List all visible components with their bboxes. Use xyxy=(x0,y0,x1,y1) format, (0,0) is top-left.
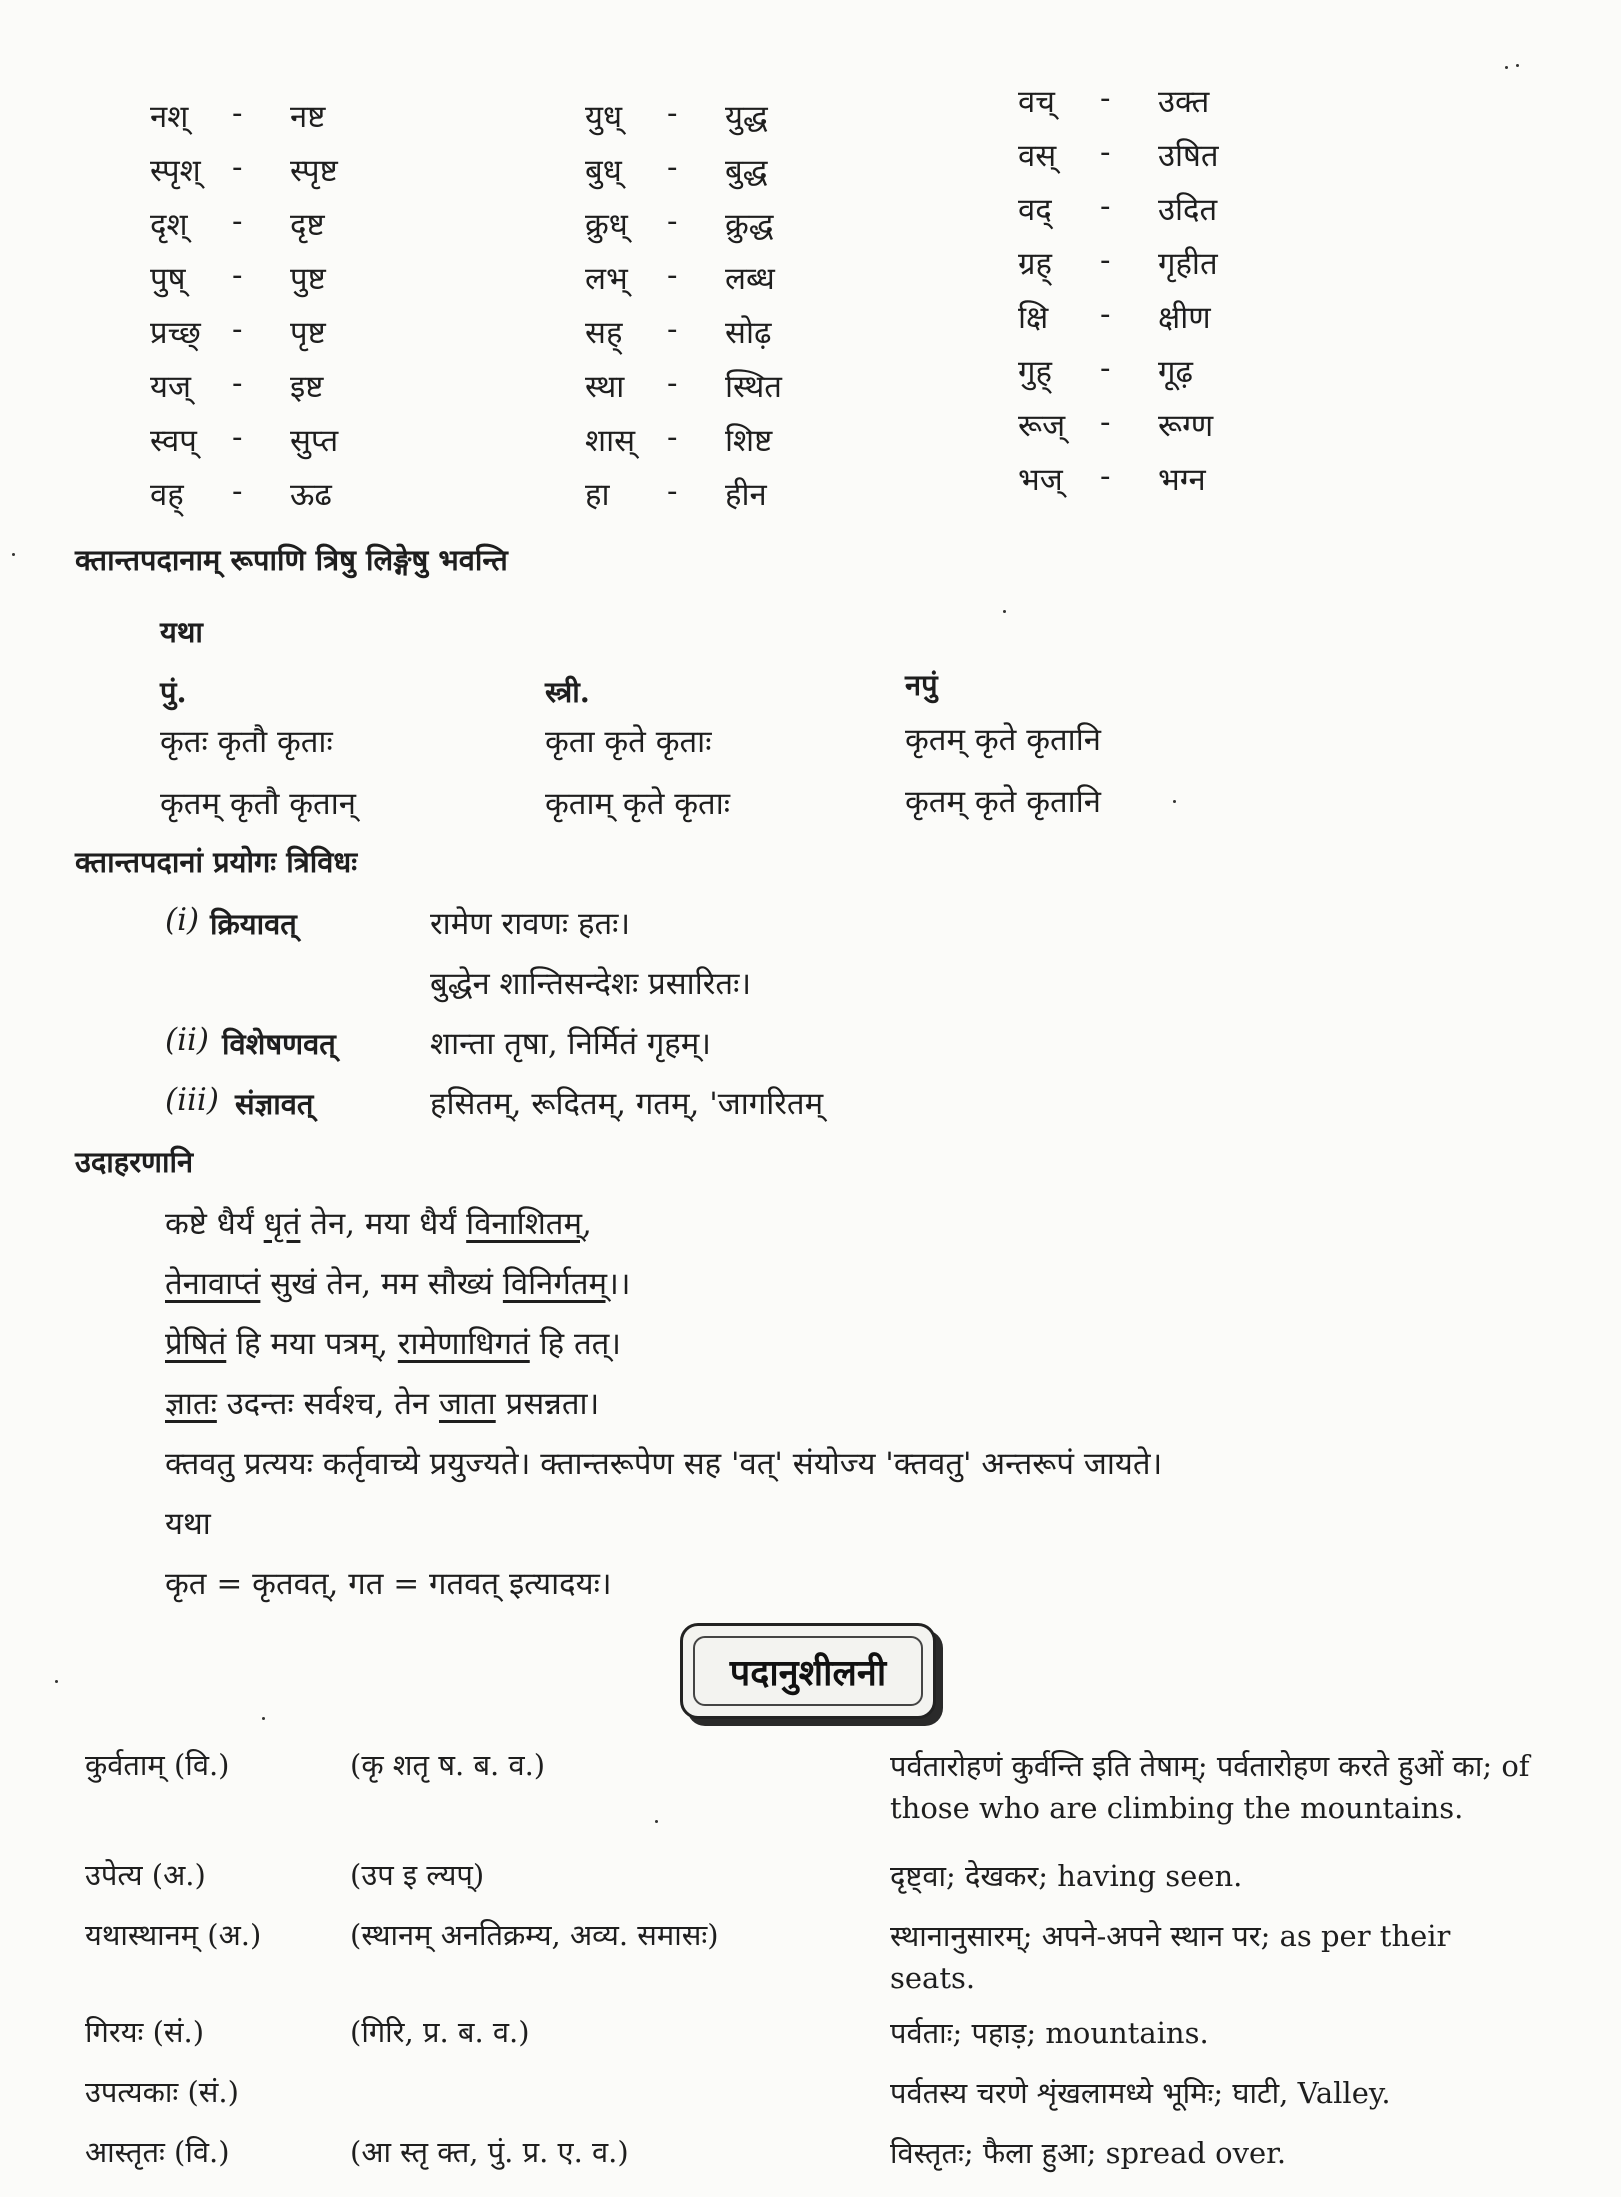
verb-row xyxy=(150,365,450,419)
verb-row xyxy=(585,419,885,473)
verb-column-2 xyxy=(585,95,885,527)
verb-row xyxy=(585,473,885,527)
example-3-part-d: हि तत्। xyxy=(529,1326,622,1362)
past-participle: पुष्ट xyxy=(290,261,326,297)
verb-row xyxy=(150,311,450,365)
verb-dash: - xyxy=(1100,404,1111,440)
example-1-comma: , xyxy=(582,1206,592,1242)
past-participle: क्षीण xyxy=(1158,300,1211,336)
verb-root: सह् xyxy=(585,315,623,351)
verb-root: पुष् xyxy=(150,261,186,297)
verb-dash: - xyxy=(1100,296,1111,332)
verb-root: नश् xyxy=(150,99,189,135)
past-participle: गृहीत xyxy=(1158,246,1218,282)
verb-dash: - xyxy=(232,149,243,185)
example-4-underlined-b: जाता xyxy=(438,1386,496,1422)
example-line-3 xyxy=(165,1322,621,1364)
verb-row xyxy=(150,257,450,311)
verb-row xyxy=(1018,458,1318,512)
glossary-term: यथास्थानम् (अ.) xyxy=(85,1918,262,1952)
scan-speck xyxy=(1173,800,1176,803)
scan-speck xyxy=(1003,610,1006,613)
verb-root: शास् xyxy=(585,423,636,459)
glossary-meaning: पर्वतस्य चरणे शृंखलामध्ये भूमिः; घाटी, Valley. xyxy=(890,2076,1391,2110)
verb-dash: - xyxy=(667,473,678,509)
usage-2-label: विशेषणवत् xyxy=(222,1027,336,1061)
verb-root: वह् xyxy=(150,477,184,513)
verb-root: यज् xyxy=(150,369,191,405)
usage-2-num: (ii) xyxy=(165,1022,210,1058)
past-participle: उक्त xyxy=(1158,84,1210,120)
glossary-term: कुर्वताम् (वि.) xyxy=(85,1748,230,1782)
yatha-label-1: यथा xyxy=(160,615,203,649)
glossary-meaning: पर्वताः; पहाड़; mountains. xyxy=(890,2016,1209,2050)
verb-column-1 xyxy=(150,95,450,527)
past-participle: दृष्ट xyxy=(290,207,325,243)
usage-3-line-1: हसितम्, रूदितम्, गतम्, 'जागरितम् xyxy=(430,1086,824,1122)
verb-dash: - xyxy=(1100,242,1111,278)
glossary-grammar: (कृ शतृ ष. ब. व.) xyxy=(350,1748,546,1782)
glossary-term: गिरयः (सं.) xyxy=(85,2015,205,2049)
verb-row xyxy=(585,257,885,311)
example-line-2 xyxy=(165,1262,631,1304)
usage-2-line-1: शान्ता तृषा, निर्मितं गृहम्। xyxy=(430,1026,712,1062)
verb-root: स्पृश् xyxy=(150,153,201,189)
usage-3-label: संज्ञावत् xyxy=(235,1087,314,1121)
verb-dash: - xyxy=(232,473,243,509)
verb-row xyxy=(1018,296,1318,350)
verb-row xyxy=(150,419,450,473)
past-participle: ऊढ xyxy=(290,477,332,513)
example-1-part-a: कष्टे धैर्यं xyxy=(165,1206,264,1242)
usage-1-line-1: रामेण रावणः हतः। xyxy=(430,906,631,942)
verb-dash: - xyxy=(667,419,678,455)
verb-root: स्वप् xyxy=(150,423,197,459)
heading-examples: उदाहरणानि xyxy=(75,1145,194,1179)
verb-dash: - xyxy=(1100,134,1111,170)
past-participle: लब्ध xyxy=(725,261,775,297)
verb-row xyxy=(1018,134,1318,188)
example-3-underlined-a: प्रेषितं xyxy=(165,1326,227,1362)
past-participle: स्थित xyxy=(725,369,782,405)
glossary-term: उपत्यकाः (सं.) xyxy=(85,2075,239,2109)
gender-fem-label: स्त्री. xyxy=(545,675,590,709)
verb-row xyxy=(585,149,885,203)
verb-row xyxy=(1018,404,1318,458)
verb-dash: - xyxy=(667,149,678,185)
verb-dash: - xyxy=(667,203,678,239)
glossary-term: आस्तृतः (वि.) xyxy=(85,2135,230,2169)
glossary-meaning: विस्तृतः; फैला हुआ; spread over. xyxy=(890,2136,1287,2170)
verb-column-3 xyxy=(1018,80,1318,512)
verb-dash: - xyxy=(667,311,678,347)
verb-root: बुध् xyxy=(585,153,622,189)
glossary-meaning: पर्वतारोहणं कुर्वन्ति इति तेषाम्; पर्वतारोहण करते हुओं का; of those who are climbing the mountains. xyxy=(890,1749,1530,1826)
glossary-grammar: (स्थानम् अनतिक्रम्य, अव्य. समासः) xyxy=(350,1918,719,1952)
verb-dash: - xyxy=(232,311,243,347)
past-participle: नष्ट xyxy=(290,99,326,135)
past-participle: सोढ़ xyxy=(725,315,772,351)
usage-1-num: (i) xyxy=(165,902,200,938)
verb-root: लभ् xyxy=(585,261,628,297)
glossary-meaning: दृष्ट्वा; देखकर; having seen. xyxy=(890,1859,1243,1893)
verb-root: दृश् xyxy=(150,207,188,243)
scan-speck xyxy=(12,553,15,556)
verb-root: रूज् xyxy=(1018,408,1066,444)
kritavat-example: कृत = कृतवत्, गत = गतवत् इत्यादयः। xyxy=(165,1566,612,1602)
gender-masc-label: पुं. xyxy=(160,675,187,709)
past-participle: गूढ़ xyxy=(1158,354,1193,390)
verb-row xyxy=(150,203,450,257)
example-line-1 xyxy=(165,1202,592,1244)
glossary-term: उपेत्य (अ.) xyxy=(85,1858,206,1892)
verb-root: क्षि xyxy=(1018,300,1049,336)
example-3-underlined-b: रामेणाधिगतं xyxy=(397,1326,530,1362)
verb-row xyxy=(150,149,450,203)
verb-dash: - xyxy=(232,203,243,239)
verb-dash: - xyxy=(667,95,678,131)
verb-root: क्रुध् xyxy=(585,207,628,243)
verb-dash: - xyxy=(667,365,678,401)
example-2-part-d: ।। xyxy=(607,1266,631,1302)
past-participle: युद्ध xyxy=(725,99,768,135)
verb-dash: - xyxy=(1100,458,1111,494)
glossary-grammar: (गिरि, प्र. ब. व.) xyxy=(350,2015,530,2049)
past-participle: पृष्ट xyxy=(290,315,326,351)
past-participle: क्रुद्ध xyxy=(725,207,774,243)
example-2-part-b: सुखं तेन, मम सौख्यं xyxy=(260,1266,503,1302)
verb-row xyxy=(585,95,885,149)
example-4-part-d: प्रसन्नता। xyxy=(495,1386,600,1422)
verb-root: वस् xyxy=(1018,138,1057,174)
verb-row xyxy=(150,95,450,149)
heading-gender-forms: क्तान्तपदानाम् रूपाणि त्रिषु लिङ्गेषु भवन्ति xyxy=(75,543,508,577)
heading-usage: क्तान्तपदानां प्रयोगः त्रिविधः xyxy=(75,845,358,879)
scan-speck xyxy=(55,1680,58,1683)
past-participle: इष्ट xyxy=(290,369,324,405)
masc-forms-2: कृतम् कृतौ कृतान् xyxy=(160,786,356,822)
section-badge-label: पदानुशीलनी xyxy=(729,1651,887,1694)
verb-root: वद् xyxy=(1018,192,1052,228)
verb-row xyxy=(150,473,450,527)
verb-dash: - xyxy=(1100,188,1111,224)
verb-root: प्रच्छ् xyxy=(150,315,201,351)
fem-forms-1: कृता कृते कृताः xyxy=(545,724,712,760)
verb-dash: - xyxy=(1100,80,1111,116)
verb-row xyxy=(1018,188,1318,242)
ktavatu-rule: क्तवतु प्रत्ययः कर्तृवाच्ये प्रयुज्यते। क्तान्तरूपेण सह 'वत्' संयोज्य 'क्तवतु' अन्तरूपं जायते। xyxy=(165,1446,1163,1482)
yatha-label-2: यथा xyxy=(165,1506,211,1542)
verb-root: ग्रह् xyxy=(1018,246,1052,282)
past-participle: सुप्त xyxy=(290,423,339,459)
verb-dash: - xyxy=(1100,350,1111,386)
past-participle: हीन xyxy=(725,477,767,513)
verb-root: हा xyxy=(585,477,610,513)
verb-row xyxy=(585,203,885,257)
verb-root: भज् xyxy=(1018,462,1063,498)
scan-speck xyxy=(1505,66,1508,69)
verb-root: स्था xyxy=(585,369,625,405)
verb-dash: - xyxy=(232,257,243,293)
usage-1-line-2: बुद्धेन शान्तिसन्देशः प्रसारितः। xyxy=(430,966,752,1002)
example-line-4 xyxy=(165,1382,599,1424)
example-2-underlined-a: तेनावाप्तं xyxy=(165,1266,261,1302)
past-participle: भग्न xyxy=(1158,462,1206,498)
example-4-part-b: उदन्तः सर्वश्च, तेन xyxy=(216,1386,439,1422)
usage-3-num: (iii) xyxy=(165,1082,219,1118)
past-participle: बुद्ध xyxy=(725,153,768,189)
verb-root: युध् xyxy=(585,99,623,135)
gender-neut-label: नपुं xyxy=(905,668,938,702)
neut-forms-2: कृतम् कृते कृतानि xyxy=(905,784,1101,820)
example-4-underlined-a: ज्ञातः xyxy=(165,1386,217,1422)
example-2-underlined-b: विनिर्गतम् xyxy=(502,1266,608,1302)
past-participle: शिष्ट xyxy=(725,423,773,459)
scan-speck xyxy=(1516,64,1519,67)
verb-dash: - xyxy=(667,257,678,293)
glossary-grammar: (आ स्तृ क्त, पुं. प्र. ए. व.) xyxy=(350,2135,629,2169)
scan-speck xyxy=(655,1820,658,1823)
verb-root: वच् xyxy=(1018,84,1055,120)
example-3-part-b: हि मया पत्रम्, xyxy=(226,1326,398,1362)
example-1-part-c: तेन, मया धैर्यं xyxy=(300,1206,467,1242)
verb-row xyxy=(1018,350,1318,404)
verb-row xyxy=(585,311,885,365)
verb-row xyxy=(1018,80,1318,134)
verb-dash: - xyxy=(232,365,243,401)
past-participle: स्पृष्ट xyxy=(290,153,338,189)
verb-dash: - xyxy=(232,419,243,455)
example-1-underlined-a: धृतं xyxy=(263,1206,301,1242)
scan-speck xyxy=(262,1717,265,1720)
masc-forms-1: कृतः कृतौ कृताः xyxy=(160,724,333,760)
past-participle: उषित xyxy=(1158,138,1219,174)
verb-row xyxy=(585,365,885,419)
glossary-meaning: स्थानानुसारम्; अपने-अपने स्थान पर; as per their seats. xyxy=(890,1919,1451,1996)
usage-1-label: क्रियावत् xyxy=(210,907,297,941)
past-participle: रूग्ण xyxy=(1158,408,1214,444)
neut-forms-1: कृतम् कृते कृतानि xyxy=(905,722,1101,758)
section-badge xyxy=(680,1623,936,1719)
verb-root: गुह् xyxy=(1018,354,1052,390)
verb-row xyxy=(1018,242,1318,296)
verb-dash: - xyxy=(232,95,243,131)
example-1-underlined-b: विनाशितम् xyxy=(466,1206,582,1242)
glossary-grammar: (उप इ ल्यप्) xyxy=(350,1858,485,1892)
past-participle: उदित xyxy=(1158,192,1218,228)
fem-forms-2: कृताम् कृते कृताः xyxy=(545,786,730,822)
